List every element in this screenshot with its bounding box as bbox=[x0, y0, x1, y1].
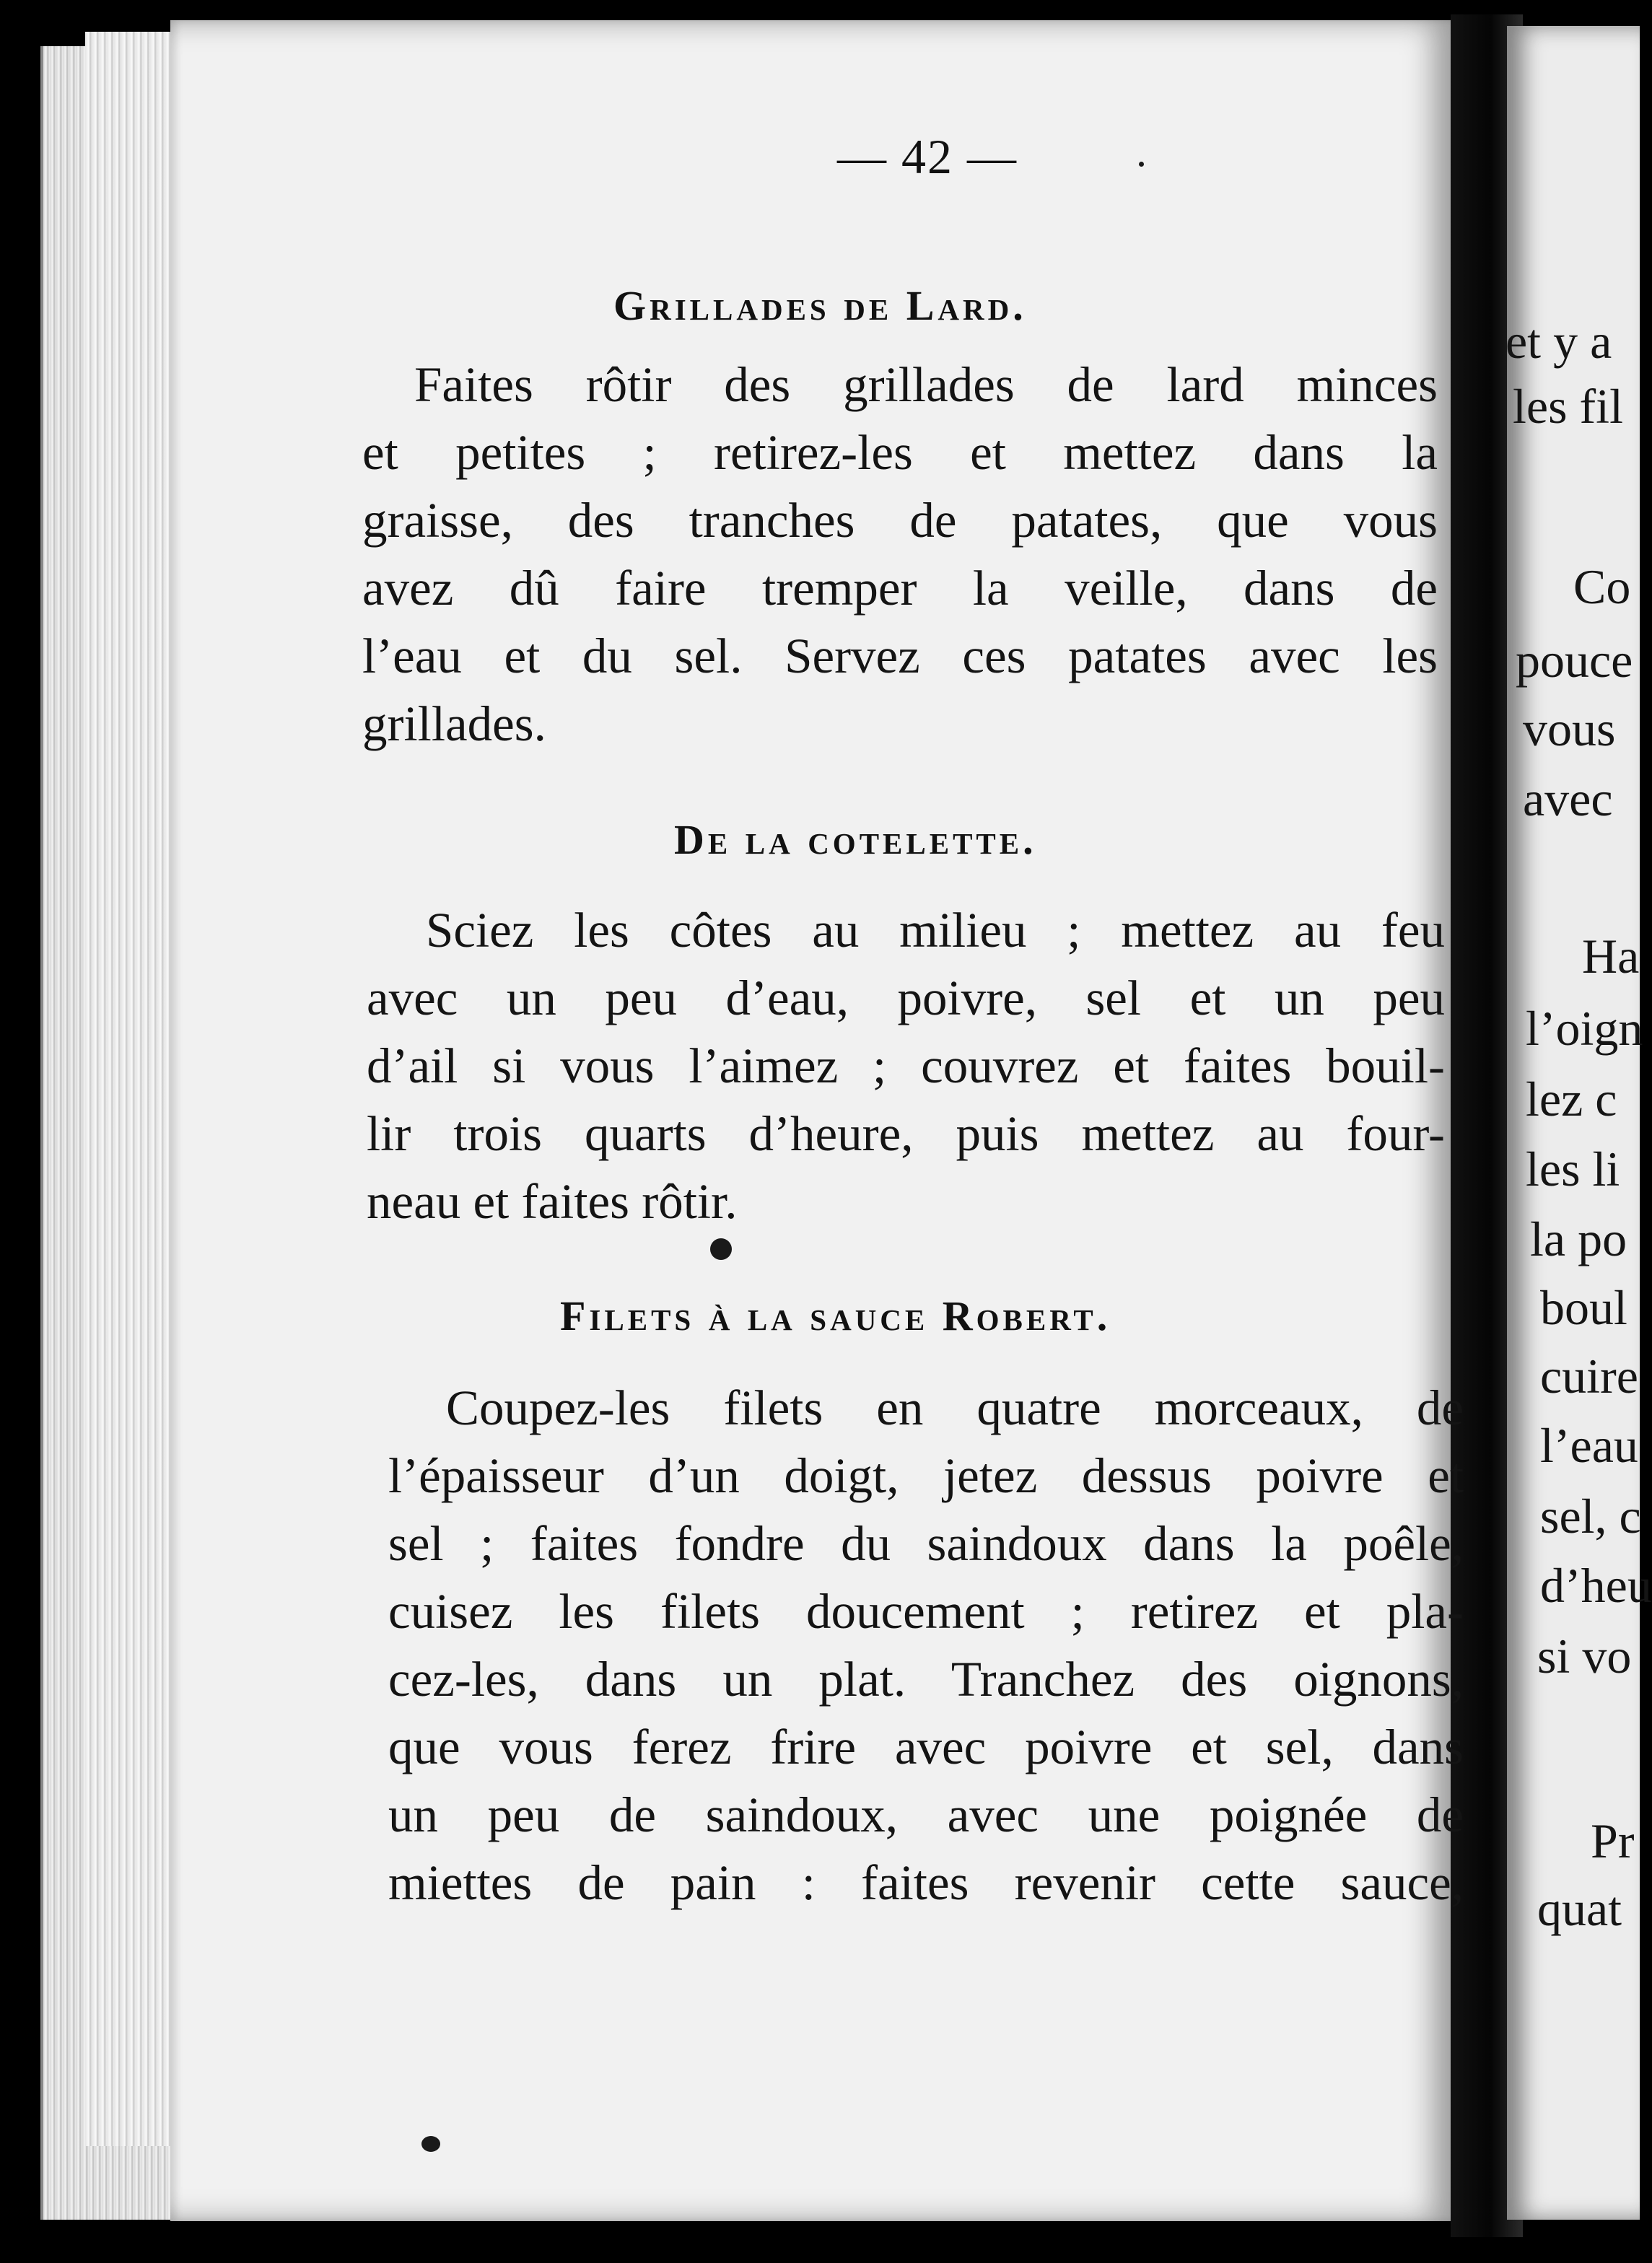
facing-fragment: sel, c bbox=[1540, 1489, 1641, 1544]
page-edges-inner bbox=[85, 32, 179, 2146]
facing-fragment: les fil bbox=[1513, 379, 1623, 434]
facing-fragment: Pr bbox=[1591, 1813, 1635, 1868]
facing-fragment: l’oign bbox=[1526, 1001, 1643, 1056]
page-number: — 42 — bbox=[837, 129, 1018, 184]
facing-fragment: et y a bbox=[1505, 314, 1612, 369]
text-line: grillades. bbox=[362, 696, 546, 751]
section-body-grillades bbox=[362, 351, 1438, 758]
facing-fragment: si vo bbox=[1537, 1629, 1632, 1684]
text-line: l’épaisseur d’un doigt, jetez dessus poivre et bbox=[388, 1448, 1464, 1503]
section-title-cotelette: De la cotelette. bbox=[674, 816, 1037, 863]
text-line: cez-les, dans un plat. Tranchez des oignons, bbox=[388, 1652, 1464, 1707]
facing-fragment: avec bbox=[1523, 771, 1613, 826]
facing-fragment: lez c bbox=[1526, 1072, 1617, 1126]
facing-fragment: vous bbox=[1523, 701, 1616, 756]
text-line: un peu de saindoux, avec une poignée de bbox=[388, 1787, 1464, 1842]
ink-speck bbox=[421, 2136, 440, 2152]
facing-fragment: quat bbox=[1537, 1881, 1622, 1936]
text-line: d’ail si vous l’aimez ; couvrez et faites bouil- bbox=[367, 1038, 1445, 1093]
text-line: sel ; faites fondre du saindoux dans la poêle, bbox=[388, 1516, 1464, 1571]
facing-fragment: Ha bbox=[1582, 929, 1640, 984]
facing-page bbox=[1505, 26, 1652, 2220]
text-line: lir trois quarts d’heure, puis mettez au four- bbox=[367, 1106, 1445, 1161]
text-line: miettes de pain : faites revenir cette sauce, bbox=[388, 1855, 1464, 1910]
facing-fragment: la po bbox=[1530, 1212, 1627, 1266]
ink-speck bbox=[710, 1238, 732, 1260]
text-line: Faites rôtir des grillades de lard minces bbox=[414, 357, 1438, 412]
text-line: neau et faites rôtir. bbox=[367, 1174, 738, 1229]
ink-speck bbox=[1139, 162, 1144, 167]
facing-fragment: d’heu bbox=[1540, 1558, 1652, 1613]
facing-fragment: les li bbox=[1526, 1142, 1620, 1196]
text-line: avec un peu d’eau, poivre, sel et un peu bbox=[367, 971, 1445, 1025]
section-body-cotelette bbox=[367, 896, 1445, 1235]
facing-fragment: cuire bbox=[1540, 1349, 1638, 1404]
text-line: l’eau et du sel. Servez ces patates avec les bbox=[362, 629, 1438, 683]
text-line: et petites ; retirez-les et mettez dans la bbox=[362, 425, 1438, 480]
text-line: cuisez les filets doucement ; retirez et pla- bbox=[388, 1584, 1464, 1639]
text-line: avez dû faire tremper la veille, dans de bbox=[362, 561, 1438, 616]
section-title-grillades: Grillades de Lard. bbox=[613, 282, 1027, 329]
section-title-filets: Filets à la sauce Robert. bbox=[560, 1292, 1111, 1339]
facing-fragment: pouce bbox=[1516, 633, 1633, 688]
text-line: Sciez les côtes au milieu ; mettez au feu bbox=[426, 903, 1445, 958]
facing-fragment: Co bbox=[1573, 559, 1631, 614]
text-line: graisse, des tranches de patates, que vous bbox=[362, 493, 1438, 548]
text-line: que vous ferez frire avec poivre et sel, dans bbox=[388, 1720, 1464, 1774]
section-body-filets bbox=[388, 1374, 1464, 1917]
facing-fragment: l’eau bbox=[1540, 1418, 1638, 1473]
facing-fragment: boul bbox=[1540, 1280, 1627, 1335]
text-line: Coupez-les filets en quatre morceaux, de bbox=[446, 1380, 1464, 1435]
